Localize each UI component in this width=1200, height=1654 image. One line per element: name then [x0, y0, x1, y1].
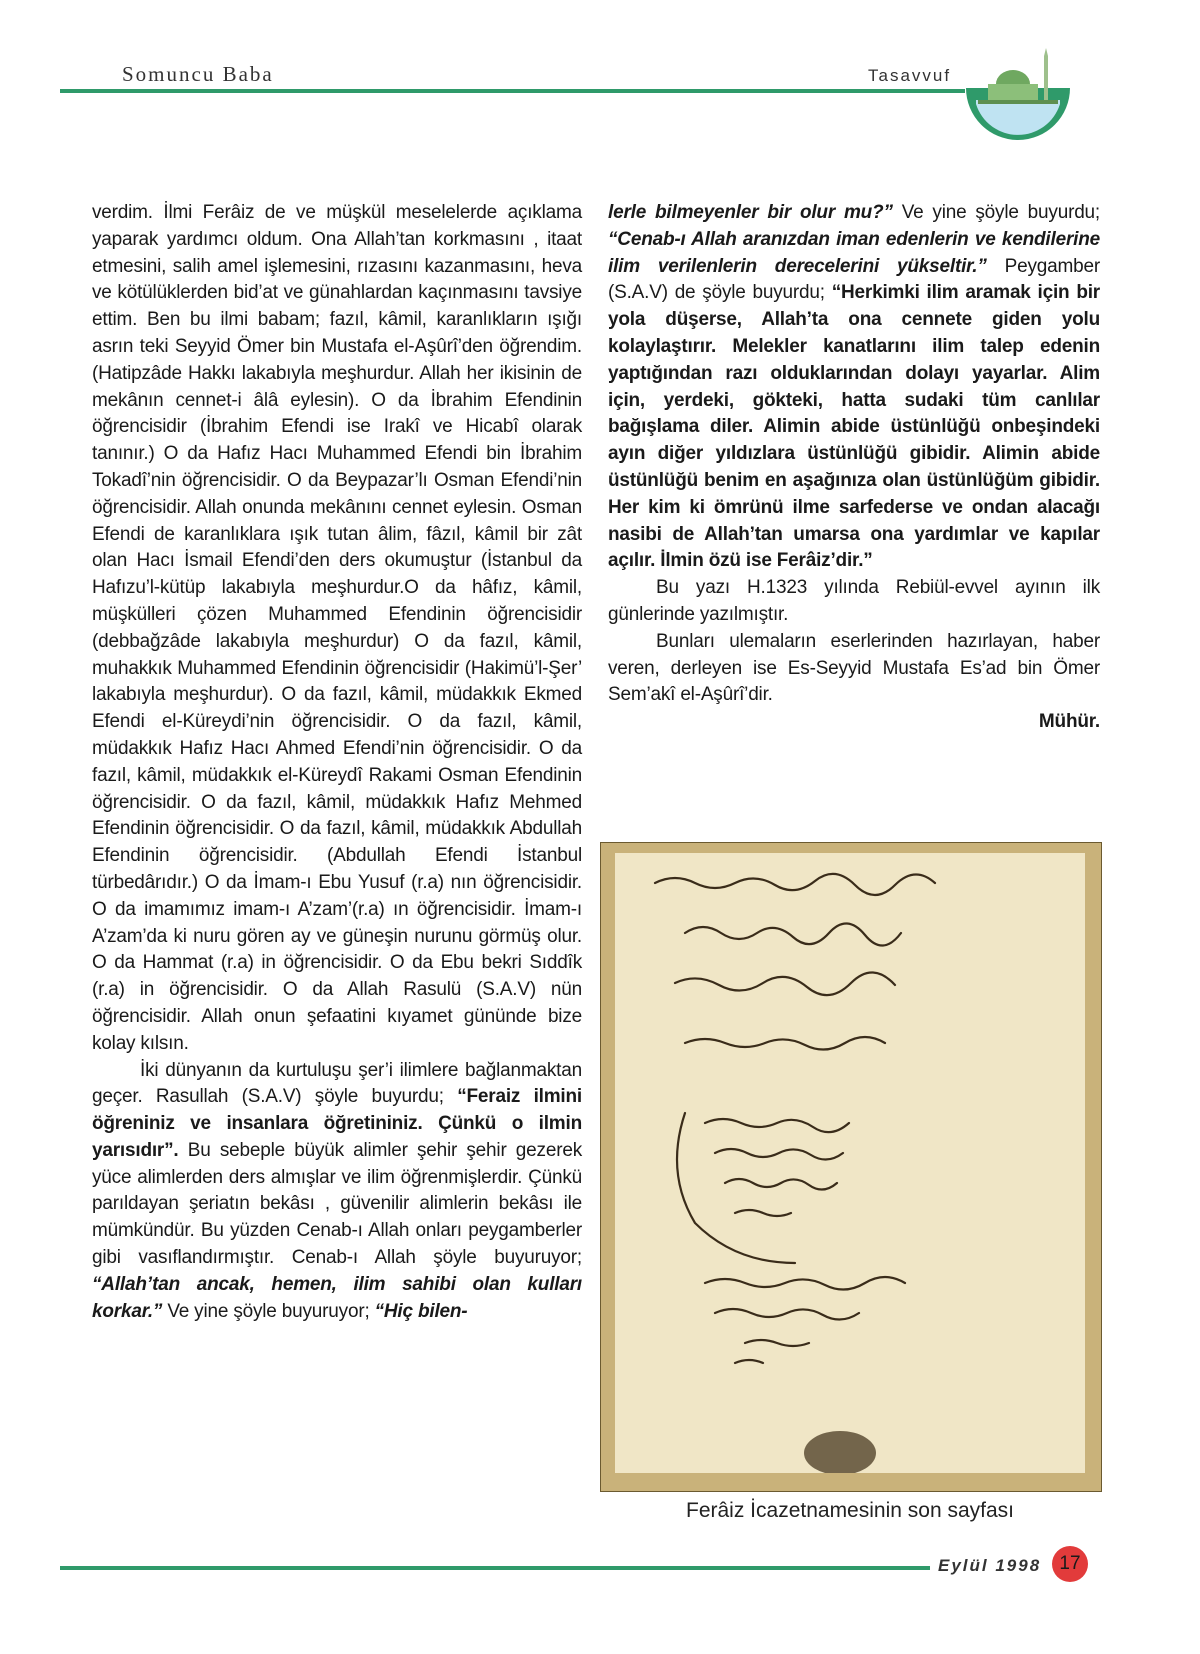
header-rule [60, 89, 965, 93]
body-text: İki dünyanın da kurtuluşu şer’i ilimlere bağlanmaktan geçer. Rasullah (S.A.V) şöyle buyurdu; [92, 1059, 582, 1108]
mosque-logo-icon [958, 48, 1078, 158]
verse-quote: lerle bilmeyenler bir olur mu?” [608, 202, 893, 223]
verse-quote: “Cenab-ı Allah aranızdan iman edenlerin ve kendilerine ilim verilenlerin derecelerini yükseltir.” [608, 228, 1100, 277]
right-column [608, 200, 1100, 736]
body-paragraph: Bunları ulemaların eserlerinden hazırlayan, haber veren, derleyen ise Es-Seyyid Mustafa Es’ad bin Ömer Sem’akî el-Aşûrî’dir. [608, 630, 1100, 706]
verse-quote: “Allah’tan ancak, hemen, ilim sahibi olan kulları korkar.” [92, 1273, 582, 1322]
manuscript-page [615, 853, 1085, 1473]
issue-date: Eylül 1998 [938, 1556, 1042, 1575]
manuscript-calligraphy-icon [615, 853, 1085, 1473]
section-title: Tasavvuf [868, 66, 952, 85]
body-paragraph [92, 1058, 582, 1326]
left-column [92, 200, 582, 1325]
magazine-title: Somuncu Baba [122, 62, 274, 86]
page-number-badge: 17 [1052, 1546, 1088, 1582]
hadith-quote: “Herkimki ilim aramak için bir yola düşerse, Allah’ta ona cennete giden yolu kolaylaştırır. Melekler kanatlarını ilim talep edenin yaptığından razı olduklarından dolayı yayarlar. Alim için, yerdeki, gökteki, hatta sudaki tüm canlılar bağışlama diler. Alimin abide üstünlüğü onbeşindeki ayın diğer yıldızlara üstünlüğü gibidir. Alimin abide üstünlüğü benim en aşağınıza olan üstünlüğüm gibidir. Her kim ki ömrünü ilme sarfederse ve ondan alacağı nasibi de Allah’tan umarsa ona yardımlar ve kapılar açılır. İlmin özü ise Ferâiz’dir.” [608, 282, 1100, 572]
body-text: Ve yine şöyle buyurdu; [892, 202, 1101, 223]
body-paragraph [608, 200, 1100, 575]
seal-label: Mühür. [1038, 711, 1100, 733]
body-paragraph: verdim. İlmi Ferâiz de ve müşkül meselelerde açıklama yaparak yardımcı oldum. Ona Allah’tan korkmasını , itaat etmesini, salih amel işlemesini, rızasını kazanmasını, heva ve kötülüklerden bid’at ve günahlardan kaçınmasını tavsiye ettim. Ben bu ilmi babam; fazıl, kâmil, karanlıkların ışığı asrın teki Seyyid Ömer bin Mustafa el-Aşûrî’den öğrendim. (Hatipzâde Hakkı lakabıyla meşhurdur. Allah her ikisinin de mekânın cennet-i âlâ eylesin). O da İbrahim Efendinin öğrencisidir (İbrahim Efendi ise Irakî ve Hicabî olarak tanınır.) O da Hafız Hacı Muhammed Efendi bin İbrahim Tokadî’nin öğrencisidir. O da Beypazar’lı Osman Efendi’nin öğrencisidir. Allah onunda mekânını cennet eylesin. Osman Efendi de karanlıklara ışık tutan âlim, fâzıl, kâmil bir zât olan Hacı İsmail Efendi’den ders okumuştur (İstanbul da Hafızu’l-kütüp lakabıyla meşhurdur.O da hâfız, kâmil, müşkülleri çözen Muhammed Efendinin öğrencisidir (debbağzâde lakabıyla meşhurdur) O da fazıl, kâmil, muhakkık Muhammed Efendinin öğrencisidir (Hakimü’l-Şer’ lakabıyla meşhurdur). O da fazıl, kâmil, müdakkık Ekmed Efendi el-Küreydi’nin öğrencisidir. O da fazıl, kâmil, müdakkık Hafız Hacı Ahmed Efendi’nin öğrencisidir. O da fazıl, kâmil, müdakkık el-Küreydî Rakami Osman Efendinin öğrencisidir. O da fazıl, kâmil, müdakkık Hafız Mehmed Efendinin öğrencisidir. O da fazıl, kâmil, müdakkık Abdullah Efendinin öğrencisidir. (Abdullah Efendi İstanbul türbedârıdır.) O da İmam-ı Ebu Yusuf (r.a) nın öğrencisidir. O da imamımız imam-ı A’zam’(r.a) ın öğrencisidir. İmam-ı A’zam’da ki nuru gören ay ve güneşin nurunu görmüş olur. O da Hammat (r.a) in öğrencisidir. O da Ebu bekri Sıddîk (r.a) in öğrencisidir. O da Allah Rasulü (S.A.V) nün öğrencisidir. Allah onun şefaatini kıyamet gününde bize kolay kılsın. [92, 202, 582, 1054]
body-text: Ve yine şöyle buyuruyor; [162, 1300, 375, 1322]
body-text: Bu sebeple büyük alimler şehir şehir gezerek yüce alimlerden ders almışlar ve ilim öğrenmişlerdir. Çünkü parıldayan şeriatın bekâsı , güvenilir alimlerin bekâsı ile mümkündür. Bu yüzden Cenab-ı Allah onları peygamberler gibi vasıflandırmıştır. Cenab-ı Allah şöyle buyuruyor; [92, 1139, 582, 1269]
figure-caption: Ferâiz İcazetnamesinin son sayfası [686, 1499, 1014, 1522]
body-paragraph: Bu yazı H.1323 yılında Rebiül-evvel ayının ilk günlerinde yazılmıştır. [608, 577, 1100, 625]
verse-quote: “Hiç bilen- [374, 1300, 468, 1322]
body-text: Peygamber (S.A.V) de şöyle buyurdu; [608, 255, 1100, 304]
manuscript-image [600, 842, 1102, 1492]
footer-rule [60, 1566, 930, 1570]
hadith-quote: “Feraiz ilmini öğreniniz ve insanlara öğretininiz. Çünkü o ilmin yarısıdır”. [92, 1086, 582, 1161]
